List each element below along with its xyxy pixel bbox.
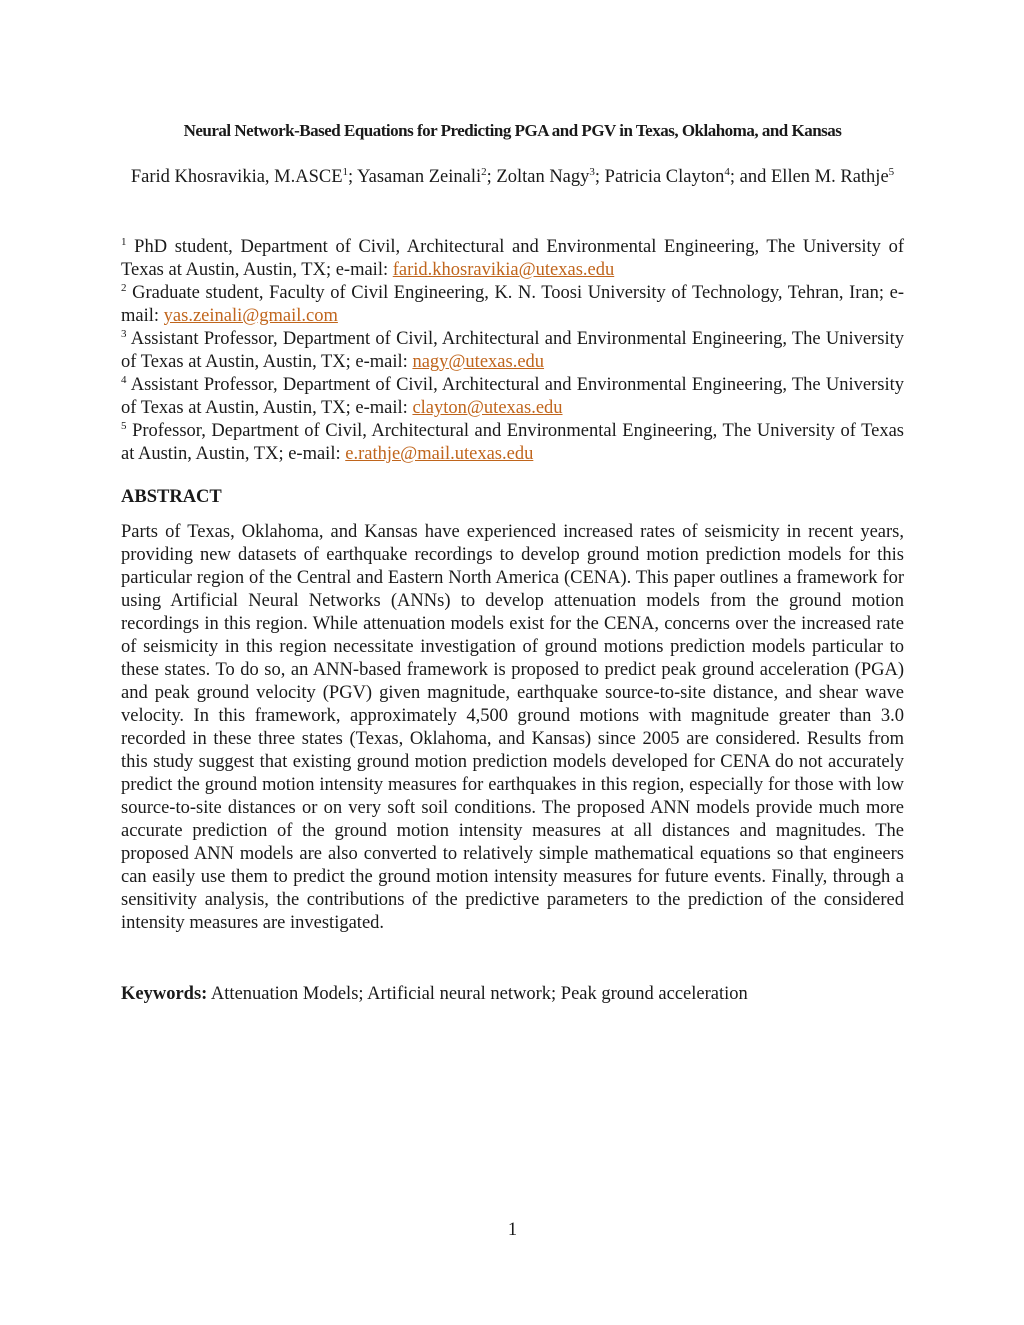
- author-separator: ; and: [729, 167, 771, 187]
- author-name: Farid Khosravikia, M.ASCE: [130, 167, 343, 187]
- paper-title: Neural Network-Based Equations for Predicting PGA and PGV in Texas, Oklahoma, and Kansas: [183, 121, 842, 140]
- keywords-line: [121, 983, 904, 1006]
- author-superscript: 1: [342, 165, 349, 178]
- author-separator: ;: [594, 167, 605, 187]
- affiliation-number: 2: [121, 281, 127, 294]
- affiliation-number: 1: [121, 235, 127, 248]
- affiliation-item: [121, 282, 904, 328]
- affiliation-item: [121, 374, 904, 420]
- email-link[interactable]: nagy@utexas.edu: [412, 352, 545, 372]
- author-separator: ;: [486, 167, 497, 187]
- email-link[interactable]: yas.zeinali@gmail.com: [163, 306, 338, 326]
- email-link[interactable]: clayton@utexas.edu: [412, 398, 563, 418]
- abstract-body: Parts of Texas, Oklahoma, and Kansas have experienced increased rates of seismicity in recent years, providing new datasets of earthquake recordings to develop ground motion prediction models for this particular region of the Central and Eastern North America (CENA). This paper outlines a framework for using Artificial Neural Networks (ANNs) to develop attenuation models from the ground motion recordings in this region. While attenuation models exist for the CENA, concerns over the increased rate of seismicity in this region necessitate investigation of ground motions prediction models particular to these states. To do so, an ANN-based framework is proposed to predict peak ground acceleration (PGA) and peak ground velocity (PGV) given magnitude, earthquake source-to-site distance, and shear wave velocity. In this framework, approximately 4,500 ground motions with magnitude greater than 3.0 recorded in these three states (Texas, Oklahoma, and Kansas) since 2005 are considered. Results from this study suggest that existing ground motion prediction models developed for CENA do not accurately predict the ground motion intensity measures for earthquakes in this region, especially for those with low source-to-site distances or on very soft soil conditions. The proposed ANN models provide much more accurate prediction of the ground motion intensity measures at all distances and magnitudes. The proposed ANN models are also converted to relatively simple mathematical equations so that engineers can easily use them to predict the ground motion intensity measures for future events. Finally, through a sensitivity analysis, the contributions of the predictive parameters to the prediction of the considered intensity measures are investigated.: [121, 522, 904, 933]
- affiliation-text: Graduate student, Faculty of Civil Engineering, K. N. Toosi University of Technology, Tehran, Iran; e-mail:: [121, 283, 904, 326]
- author-superscript: 3: [589, 165, 595, 178]
- affiliation-text: Professor, Department of Civil, Architectural and Environmental Engineering, The University of Texas at Austin, Austin, TX; e-mail:: [121, 421, 904, 464]
- author-name: Patricia Clayton: [604, 167, 725, 187]
- email-link[interactable]: e.rathje@mail.utexas.edu: [345, 444, 534, 464]
- affiliation-number: 3: [121, 327, 127, 340]
- author-superscript: 4: [724, 165, 730, 178]
- affiliation-text: Assistant Professor, Department of Civil, Architectural and Environmental Engineering, The University of Texas at Austin, Austin, TX; e-mail:: [121, 329, 904, 372]
- affiliation-text: Assistant Professor, Department of Civil, Architectural and Environmental Engineering, The University of Texas at Austin, Austin, TX; e-mail:: [121, 375, 904, 418]
- author-superscript: 2: [481, 165, 487, 178]
- affiliation-number: 5: [121, 419, 127, 432]
- abstract-heading: ABSTRACT: [121, 487, 222, 507]
- page-number: 1: [507, 1220, 518, 1240]
- author-name: Ellen M. Rathje: [771, 167, 889, 187]
- keywords-label: Keywords:: [121, 984, 208, 1004]
- affiliation-text: PhD student, Department of Civil, Architectural and Environmental Engineering, The University of Texas at Austin, Austin, TX; e-mail:: [121, 237, 905, 280]
- author-superscript: 5: [888, 165, 895, 178]
- email-link[interactable]: farid.khosravikia@utexas.edu: [392, 260, 615, 280]
- author-list: [121, 166, 904, 189]
- affiliation-item: [121, 328, 904, 374]
- affiliation-number: 4: [121, 373, 127, 386]
- author-separator: ;: [348, 167, 358, 187]
- affiliation-item: [121, 420, 904, 466]
- author-name: Yasaman Zeinali: [357, 167, 482, 187]
- keywords-text: Attenuation Models; Artificial neural network; Peak ground acceleration: [207, 984, 748, 1004]
- affiliation-list: [121, 236, 904, 466]
- author-name: Zoltan Nagy: [496, 167, 590, 187]
- affiliation-item: [121, 236, 904, 282]
